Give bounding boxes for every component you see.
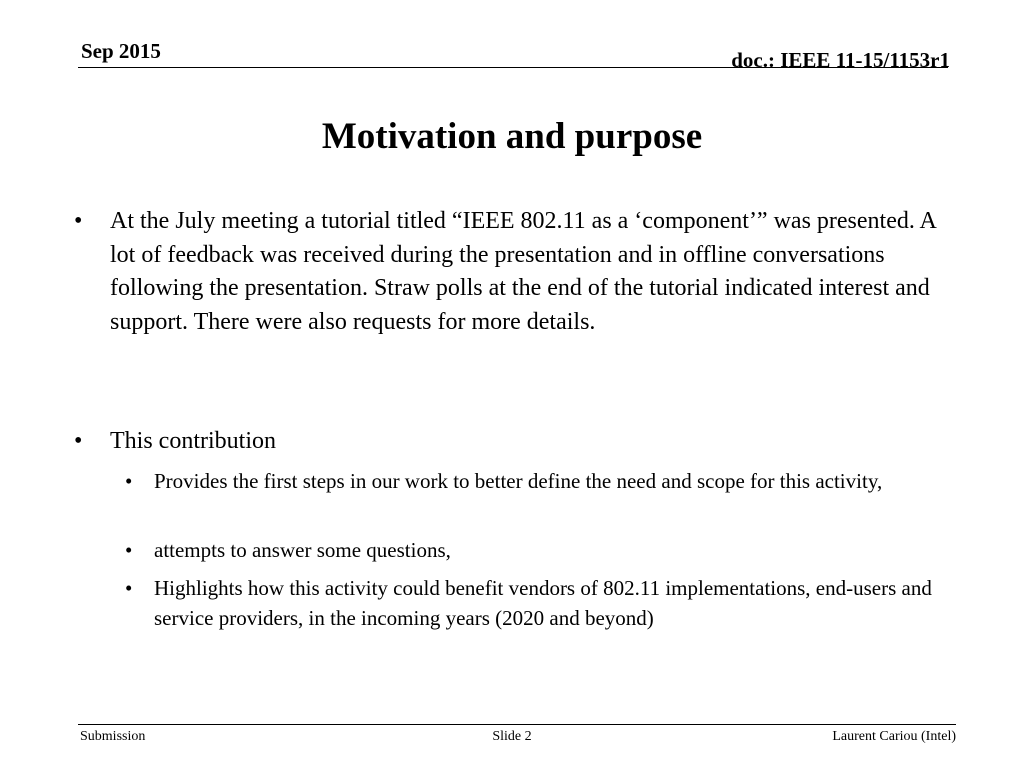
sub-bullet-item-1	[125, 467, 961, 497]
sub-bullet-text: Highlights how this activity could benefit vendors of 802.11 implementations, end-users and service providers, in the incoming years (2020 and beyond)	[154, 576, 932, 630]
sub-bullet-marker: •	[125, 576, 133, 600]
footer-submission: Submission	[80, 729, 146, 744]
sub-bullet-text: Provides the first steps in our work to better define the need and scope for this activity,	[154, 469, 883, 493]
sub-bullet-text: attempts to answer some questions,	[154, 538, 451, 562]
sub-bullet-marker: •	[125, 469, 133, 493]
bullet-text: At the July meeting a tutorial titled “IEEE 802.11 as a ‘component’” was presented. A lot of feedback was received during the presentation and in offline conversations following the presentation. Straw polls at the end of the tutorial indicated interest and support. There were also requests for more details.	[110, 208, 936, 335]
footer-divider	[78, 724, 956, 725]
sub-bullet-item-2	[125, 536, 961, 566]
header-divider	[78, 67, 948, 68]
sub-bullet-marker: •	[125, 538, 133, 562]
sub-bullet-item-3	[125, 574, 961, 633]
slide-title: Motivation and purpose	[321, 116, 703, 157]
bullet-text: This contribution	[110, 428, 276, 454]
bullet-marker: •	[74, 428, 83, 454]
bullet-item-2	[74, 425, 954, 459]
header-doc-id: doc.: IEEE 11-15/1153r1	[731, 48, 950, 72]
bullet-item-1	[74, 205, 954, 339]
header-date: Sep 2015	[81, 39, 161, 63]
bullet-marker: •	[74, 208, 83, 234]
footer-slide-number: Slide 2	[492, 729, 532, 744]
footer-author: Laurent Cariou (Intel)	[832, 729, 956, 744]
